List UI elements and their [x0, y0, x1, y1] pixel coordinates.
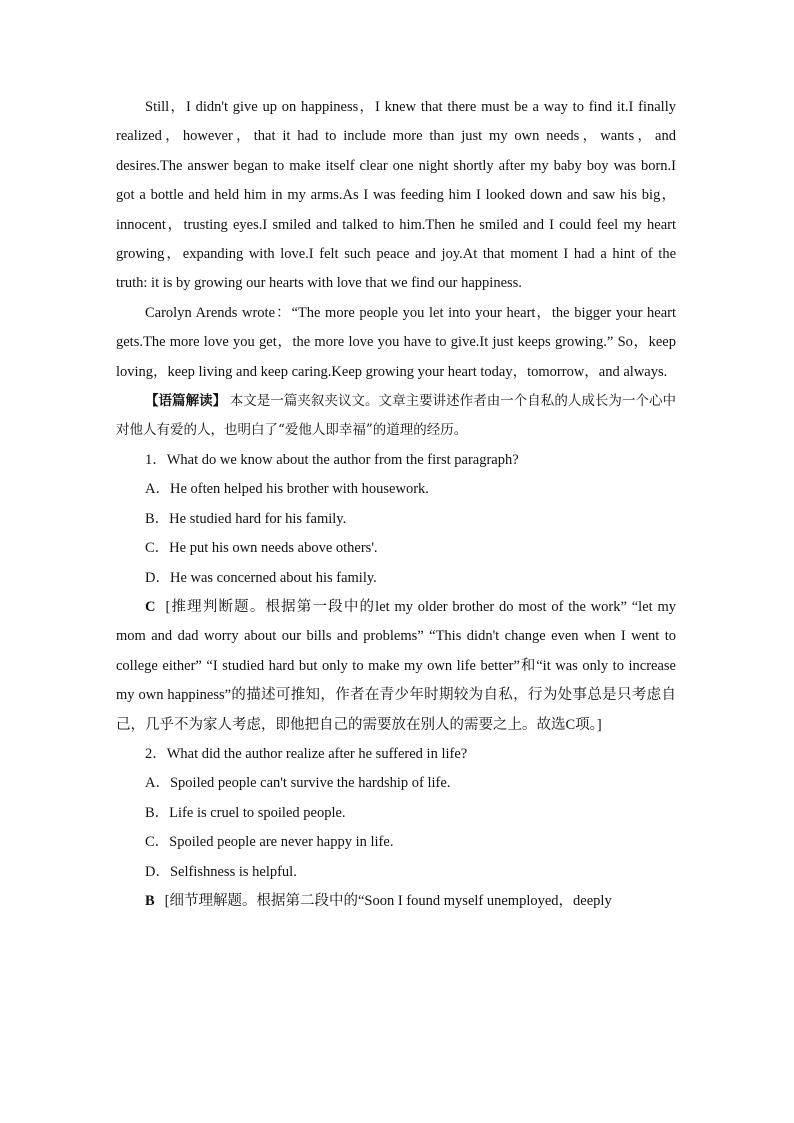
analysis-tag: 【语篇解读】 — [145, 393, 227, 410]
passage-paragraph-1: Still，I didn't give up on happiness，I knew that there must be a way to find it.I finally realized，however，that it had to include more than just my own needs，wants，and desires.The answer began to make itself clear one night shortly after my baby boy was born.I got a bottle and held him in my arms.As I was feeding him I looked down and saw his big，innocent，trusting eyes.I smiled and talked to him.Then he smiled and I could feel my heart growing，expanding with love.I felt such peace and joy.At that moment I had a hint of the truth: it is by growing our hearts with love that we find our happiness. — [116, 99, 676, 292]
question-2-stem: 2．What did the author realize after he suffered in life? — [145, 745, 468, 762]
analysis-text: 本文是一篇夹叙夹议文。文章主要讲述作者由一个自私的人成长为一个心中对他人有爱的人，也明白了“爱他人即幸福”的道理的经历。 — [116, 393, 677, 439]
question-1-explanation — [116, 593, 676, 740]
analysis-paragraph — [116, 387, 676, 446]
question-1-option-c: C．He put his own needs above others'. — [145, 540, 378, 557]
question-2-explanation — [116, 887, 676, 916]
question-1-option-b: B．He studied hard for his family. — [145, 510, 347, 527]
question-2-answer: B — [145, 892, 155, 909]
question-2-option-d: D．Selfishness is helpful. — [145, 863, 297, 880]
question-2-option-c: C．Spoiled people are never happy in life. — [145, 834, 394, 851]
question-1-explanation-text: [推理判断题。根据第一段中的let my older brother do most of the work” “let my mom and dad worry about our bills and problems” “This didn't change even when I went to college either” “I studied hard but only to make my own life better”和“it was only to increase my own happiness”的描述可推知，作者在青少年时期较为自私，行为处事总是只考虑自己，几乎不为家人考虑，即他把自己的需要放在别人的需要之上。故选C项。] — [116, 598, 676, 733]
question-2-option-a: A．Spoiled people can't survive the hardship of life. — [145, 775, 451, 792]
question-2-option-b: B．Life is cruel to spoiled people. — [145, 804, 346, 821]
question-1-answer: C — [145, 598, 156, 615]
document-page — [116, 93, 676, 916]
question-1-option-a: A．He often helped his brother with housework. — [145, 481, 429, 498]
passage-paragraph-2: Carolyn Arends wrote：“The more people you let into your heart，the bigger your heart gets.The more love you get，the more love you have to give.It just keeps growing.” So，keep loving，keep living and keep caring.Keep growing your heart today，tomorrow，and always. — [116, 304, 676, 380]
question-1-stem: 1．What do we know about the author from the first paragraph? — [145, 451, 519, 468]
question-1-option-d: D．He was concerned about his family. — [145, 569, 377, 586]
question-2-explanation-text: [细节理解题。根据第二段中的“Soon I found myself unemployed，deeply — [164, 892, 612, 909]
